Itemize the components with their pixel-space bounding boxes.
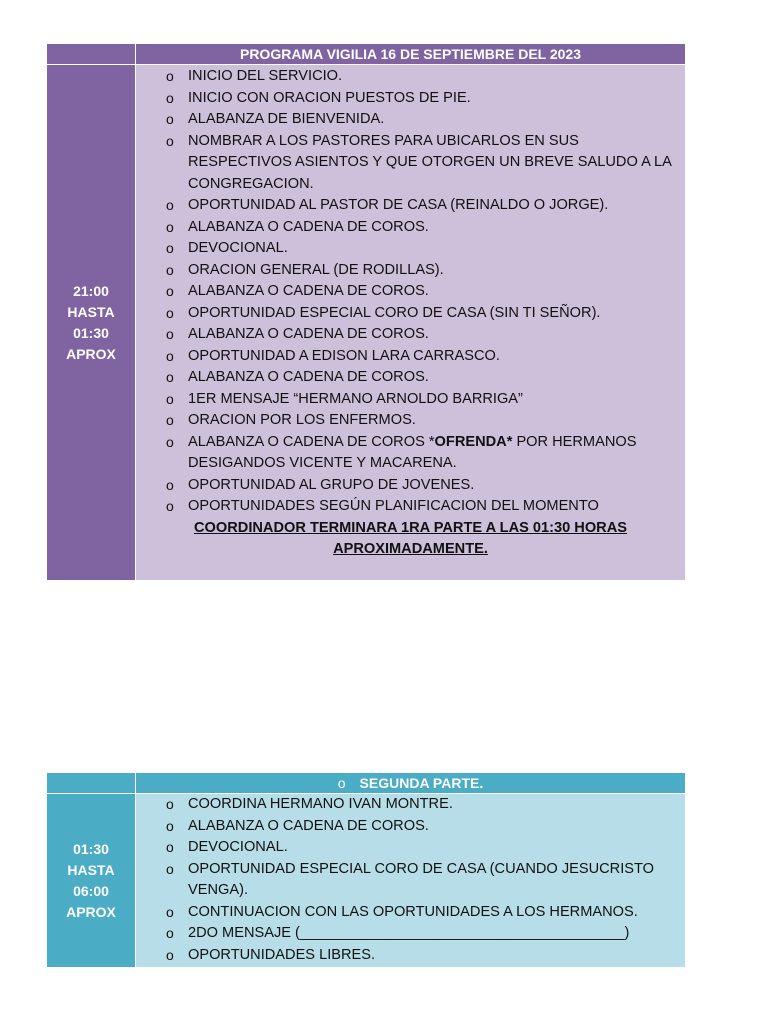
program-items-cell	[136, 794, 685, 967]
list-item: o ORACION GENERAL (DE RODILLAS).	[166, 260, 685, 282]
header-empty-cell	[47, 44, 136, 64]
time-end: 01:30	[73, 324, 109, 341]
list-item: o ORACION POR LOS ENFERMOS.	[166, 410, 685, 432]
closing-note: COORDINADOR TERMINARA 1RA PARTE A LAS 01:30 HORAS APROXIMADAMENTE.	[194, 519, 627, 557]
program-title: PROGRAMA VIGILIA 16 DE SEPTIEMBRE DEL 2023	[136, 44, 685, 64]
offering-bold: OFRENDA*	[434, 433, 513, 450]
table-header-row	[47, 773, 685, 793]
time-approx: APROX	[66, 345, 116, 362]
section-title: SEGUNDA PARTE.	[359, 775, 484, 791]
section-title-cell	[136, 773, 685, 793]
time-start: 21:00	[73, 282, 109, 299]
offering-text-before: ALABANZA O CADENA DE COROS *	[188, 433, 435, 450]
list-item: o OPORTUNIDAD ESPECIAL CORO DE CASA (CUANDO JESUCRISTO VENGA).	[166, 859, 685, 902]
list-item: o DEVOCIONAL.	[166, 837, 685, 859]
list-item: o ALABANZA O CADENA DE COROS.	[166, 816, 685, 838]
list-item: o OPORTUNIDAD A EDISON LARA CARRASCO.	[166, 346, 685, 368]
list-item: o NOMBRAR A LOS PASTORES PARA UBICARLOS EN SUS RESPECTIVOS ASIENTOS Y QUE OTORGEN UN BREVE SALUDO A LA CONGREGACION.	[166, 131, 685, 196]
time-end: 06:00	[73, 882, 109, 899]
time-approx: APROX	[66, 903, 116, 920]
title-bullet: o	[337, 775, 346, 791]
list-item-offering	[166, 432, 685, 475]
list-item: o OPORTUNIDADES SEGÚN PLANIFICACION DEL MOMENTO	[166, 496, 685, 518]
header-empty-cell	[47, 773, 136, 793]
time-until: HASTA	[67, 861, 115, 878]
program-items-cell	[136, 65, 685, 580]
table-header-row	[47, 44, 685, 64]
list-item: o CONTINUACION CON LAS OPORTUNIDADES A LOS HERMANOS.	[166, 902, 685, 924]
time-range-cell	[47, 794, 136, 967]
program-table-part-2	[47, 773, 685, 967]
time-range-cell	[47, 65, 136, 580]
list-item: o 2DO MENSAJE (________________________________________)	[166, 923, 685, 945]
list-item: o OPORTUNIDAD AL PASTOR DE CASA (REINALDO O JORGE).	[166, 195, 685, 217]
list-item: o ALABANZA O CADENA DE COROS.	[166, 217, 685, 239]
time-start: 01:30	[73, 840, 109, 857]
list-item: o OPORTUNIDAD AL GRUPO DE JOVENES.	[166, 475, 685, 497]
program-list	[136, 66, 685, 518]
list-item: o 1ER MENSAJE “HERMANO ARNOLDO BARRIGA”	[166, 389, 685, 411]
list-item: o ALABANZA O CADENA DE COROS.	[166, 281, 685, 303]
offering-text-after: POR HERMANOS DESIGANDOS VICENTE Y MACARENA.	[188, 433, 637, 471]
table-body-row	[47, 64, 685, 580]
program-list	[136, 794, 685, 966]
time-until: HASTA	[67, 303, 115, 320]
program-table-part-1	[47, 44, 685, 580]
list-item: o ALABANZA O CADENA DE COROS.	[166, 324, 685, 346]
list-item: o COORDINA HERMANO IVAN MONTRE.	[166, 794, 685, 816]
list-item: o INICIO DEL SERVICIO.	[166, 66, 685, 88]
list-item: o INICIO CON ORACION PUESTOS DE PIE.	[166, 88, 685, 110]
table-body-row	[47, 793, 685, 967]
list-item: o OPORTUNIDAD ESPECIAL CORO DE CASA (SIN TI SEÑOR).	[166, 303, 685, 325]
list-item: o ALABANZA O CADENA DE COROS.	[166, 367, 685, 389]
list-item: o OPORTUNIDADES LIBRES.	[166, 945, 685, 967]
list-item: o ALABANZA DE BIENVENIDA.	[166, 109, 685, 131]
list-item: o DEVOCIONAL.	[166, 238, 685, 260]
